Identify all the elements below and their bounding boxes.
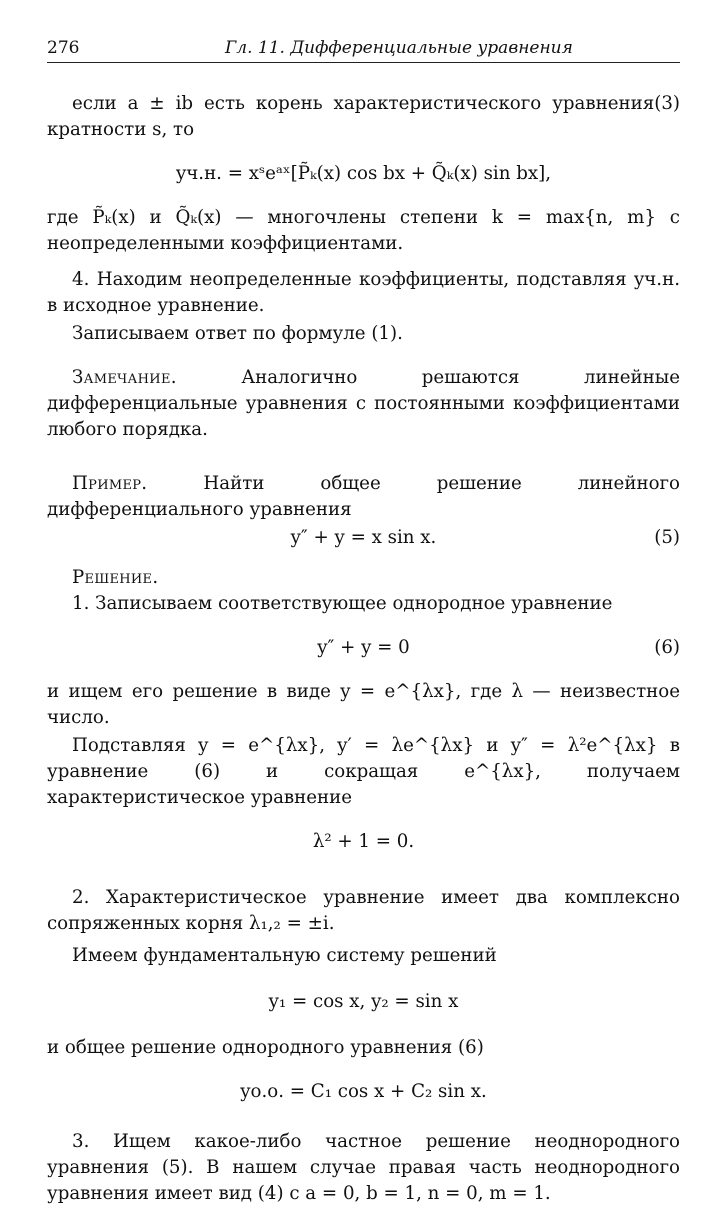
equation-5 — [47, 525, 680, 551]
equation-5-number: (5) — [654, 527, 680, 548]
equation-6-number: (6) — [654, 637, 680, 658]
remark-paragraph — [47, 365, 680, 443]
equation-6 — [47, 635, 680, 661]
step-3-paragraph: 3. Ищем какое-либо частное решение неоднородного уравнения (5). В нашем случае правая часть неоднородного уравнения имеет вид (4) с a = 0, b = 1, n = 0, m = 1. — [47, 1131, 680, 1204]
paragraph-fundamental-system: Имеем фундаментальную систему решений — [72, 945, 497, 966]
paragraph-general-homogeneous: и общее решение однородного уравнения (6) — [47, 1037, 484, 1058]
step-4-paragraph: 4. Находим неопределенные коэффициенты, подставляя yч.н. в исходное уравнение. — [47, 269, 680, 316]
paragraph-root-multiplicity: если a ± ib есть корень характеристического уравнения(3) кратности s, то — [47, 93, 680, 140]
solution-label-line — [47, 565, 680, 591]
equation-6-body: y″ + y = 0 — [317, 637, 410, 658]
remark-label: Замечание. — [72, 367, 177, 388]
paragraph-polynomials: где P̃ₖ(x) и Q̃ₖ(x) — многочлены степени k = max{n, m} с неопределенными коэффициентами. — [47, 207, 680, 254]
paragraph-substitution: Подставляя y = e^{λx}, y′ = λe^{λx} и y″ = λ²e^{λx} в уравнение (6) и сокращая e^{λx}, получаем характеристическое уравнение — [47, 735, 680, 808]
step-2-paragraph: 2. Характеристическое уравнение имеет два комплексно сопряженных корня λ₁,₂ = ±i. — [47, 887, 680, 934]
step-1-paragraph: 1. Записываем соответствующее однородное уравнение — [72, 593, 613, 614]
running-header — [47, 36, 680, 63]
formula-partial-solution-form: yч.н. = xˢeᵃˣ[P̃ₖ(x) cos bx + Q̃ₖ(x) sin bx], — [175, 163, 551, 184]
textbook-page — [47, 36, 680, 1207]
fundamental-system-formula: y₁ = cos x, y₂ = sin x — [268, 991, 459, 1012]
example-label: Пример. — [72, 473, 148, 494]
general-homogeneous-solution: yо.о. = C₁ cos x + C₂ sin x. — [240, 1081, 487, 1102]
running-title: Гл. 11. Дифференциальные уравнения — [225, 38, 573, 58]
equation-5-body: y″ + y = x sin x. — [290, 527, 437, 548]
paragraph-seek-solution: и ищем его решение в виде y = e^{λx}, где λ — неизвестное число. — [47, 681, 680, 728]
page-number: 276 — [47, 38, 80, 58]
solution-label: Решение. — [72, 567, 159, 588]
answer-line: Записываем ответ по формуле (1). — [72, 323, 403, 344]
remark-text: Аналогично решаются линейные дифференциальные уравнения с постоянными коэффициентами любого порядка. — [47, 367, 680, 440]
example-paragraph — [47, 471, 680, 523]
example-text: Найти общее решение линейного дифференциального уравнения — [47, 473, 680, 520]
characteristic-equation: λ² + 1 = 0. — [312, 831, 415, 852]
